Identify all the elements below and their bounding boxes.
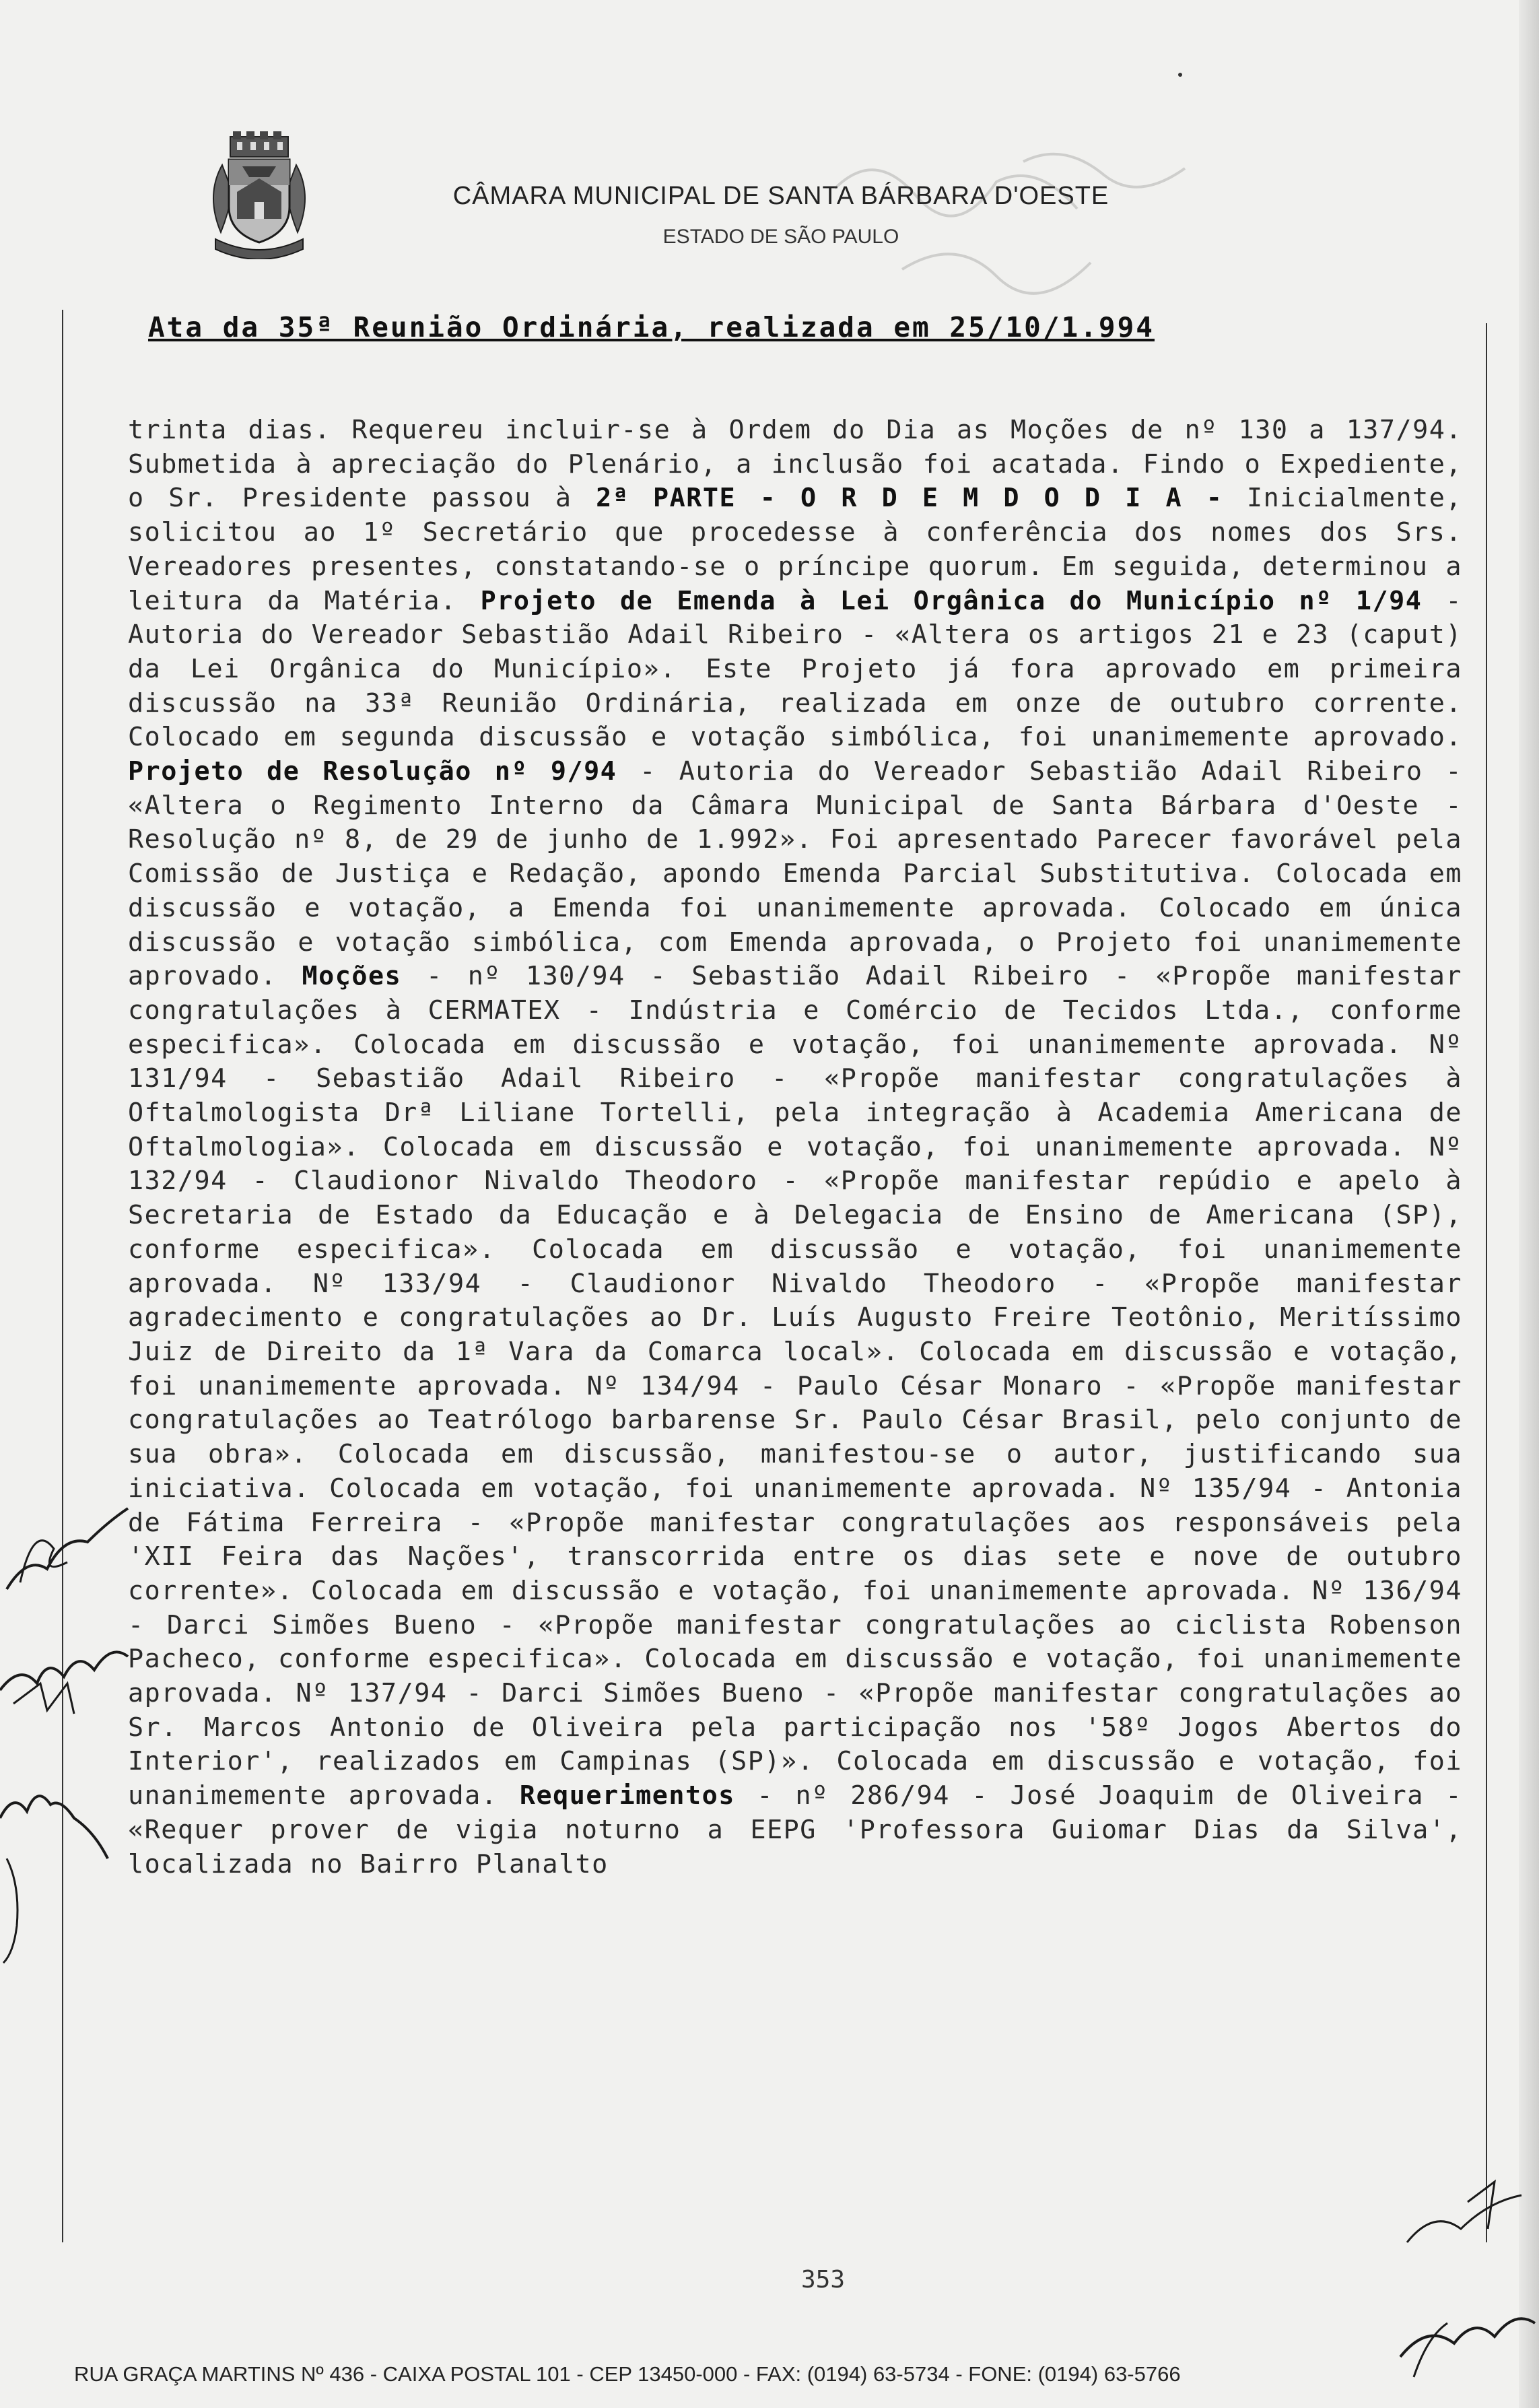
page-number: 353 — [801, 2266, 846, 2294]
organization-name: CÂMARA MUNICIPAL DE SANTA BÁRBARA D'OESTE — [452, 182, 1109, 210]
bold-heading-run: Projeto de Emenda à Lei Orgânica do Município nº 1/94 — [480, 585, 1423, 616]
bottom-right-signatures — [1387, 2155, 1539, 2384]
page-edge-shadow — [1519, 0, 1539, 2408]
minutes-body — [128, 413, 1462, 1881]
municipal-crest-icon — [202, 131, 316, 259]
text-run: trinta dias. Requereu incluir-se à Ordem do Dia as Moções de nº 130 a 137/94. Submetida à apreciação do Plenário, a inclusão foi acatada. Findo o Expediente, o Sr. Presidente passou à — [128, 415, 1462, 514]
letterhead — [350, 182, 1212, 248]
bold-heading-run: Requerimentos — [519, 1780, 735, 1811]
text-run: - nº 130/94 - Sebastião Adail Ribeiro - «Propõe manifestar congratulações à CERMATEX - Indústria e Comércio de Tecidos Ltda., conforme especifica». Colocada em discussão e votação, foi unanimemente aprovada. Nº 131/94 - Sebastião Adail Ribeiro - «Propõe manifestar congratulações à Oftalmologista Drª Liliane Tortelli, pela integração à Academia Americana de Oftalmologia». Colocada em discussão e votação, foi unanimemente aprovada. Nº 132/94 - Claudionor Nivaldo Theodoro - «Propõe manifestar repúdio e apelo à Secretaria de Estado da Educação e à Delegacia de Ensino de Americana (SP), conforme especifica». Colocada em discussão e votação, foi unanimemente aprovada. Nº 133/94 - Claudionor Nivaldo Theodoro - «Propõe manifestar agradecimento e congratulações ao Dr. Luís Augusto Freire Teotônio, Meritíssimo Juiz de Direito da 1ª Vara da Comarca local». Colocada em discussão e votação, foi unanimemente aprovada. Nº 134/94 - Paulo César Monaro - «Propõe manifestar congratulações ao Teatrólogo barbarense Sr. Paulo César Brasil, pelo conjunto de sua obra». Colocada em discussão, manifestou-se o autor, justificando sua iniciativa. Colocada em votação, foi unanimemente aprovada. Nº 135/94 - Antonia de Fátima Ferreira - «Propõe manifestar congratulações aos responsáveis pela 'XII Feira das Nações', transcorrida entre os dias sete e nove de outubro corrente». Colocada em discussão e votação, foi unanimemente aprovada. Nº 136/94 - Darci Simões Bueno - «Propõe manifestar congratulações ao ciclista Robenson Pacheco, conforme especifica». Colocada em discussão e votação, foi unanimemente aprovada. Nº 137/94 - Darci Simões Bueno - «Propõe manifestar congratulações ao Sr. Marcos Antonio de Oliveira pela participação nos '58º Jogos Abertos do Interior', realizados em Campinas (SP)». Colocada em discussão e votação, foi unanimemente aprovada. — [128, 961, 1462, 1811]
text-run: - Autoria do Vereador Sebastião Adail Ribeiro - «Altera o Regimento Interno da Câmara Municipal de Santa Bárbara d'Oeste - Resolução nº 8, de 29 de junho de 1.992». Foi apresentado Parecer favorável pela Comissão de Justiça e Redação, apondo Emenda Parcial Substitutiva. Colocada em discussão e votação, a Emenda foi unanimemente aprovada. Colocado em única discussão e votação simbólica, com Emenda aprovada, o Projeto foi unanimemente aprovado. — [128, 756, 1463, 992]
right-margin-rule — [1486, 323, 1487, 2242]
margin-signatures — [0, 1481, 135, 1966]
text-run: - nº 286/94 - José Joaquim de Oliveira - «Requer prover de vigia noturno a EEPG 'Professora Guiomar Dias da Silva', localizada no Bairro Planalto — [128, 1780, 1463, 1879]
bold-heading-run: Moções — [302, 961, 402, 992]
bold-heading-run: Projeto de Resolução nº 9/94 — [128, 756, 617, 787]
bold-heading-run: 2ª PARTE - O R D E M D O D I A - — [596, 483, 1223, 514]
text-run: Inicialmente, solicitou ao 1º Secretário que procedesse à conferência dos nomes dos Srs. Vereadores presentes, constatando-se o príncipe quorum. Em seguida, determinou a leitura da Matéria. — [128, 483, 1462, 616]
text-run: - Autoria do Vereador Sebastião Adail Ribeiro - «Altera os artigos 21 e 23 (caput) da Lei Orgânica do Município». Este Projeto já fora aprovado em primeira discussão na 33ª Reunião Ordinária, realizada em onze de outubro corrente. Colocado em segunda discussão e votação simbólica, foi unanimemente aprovado. — [128, 585, 1463, 753]
bleed-through-signatures — [821, 135, 1225, 404]
left-margin-rule — [62, 310, 63, 2242]
footer-address: RUA GRAÇA MARTINS Nº 436 - CAIXA POSTAL 101 - CEP 13450-000 - FAX: (0194) 63-5734 - FONE: (0194) 63-5766 — [74, 2362, 1181, 2386]
organization-state: ESTADO DE SÃO PAULO — [662, 226, 899, 248]
ink-dot — [1178, 73, 1182, 77]
minutes-title: Ata da 35ª Reunião Ordinária, realizada em 25/10/1.994 — [148, 311, 1155, 343]
